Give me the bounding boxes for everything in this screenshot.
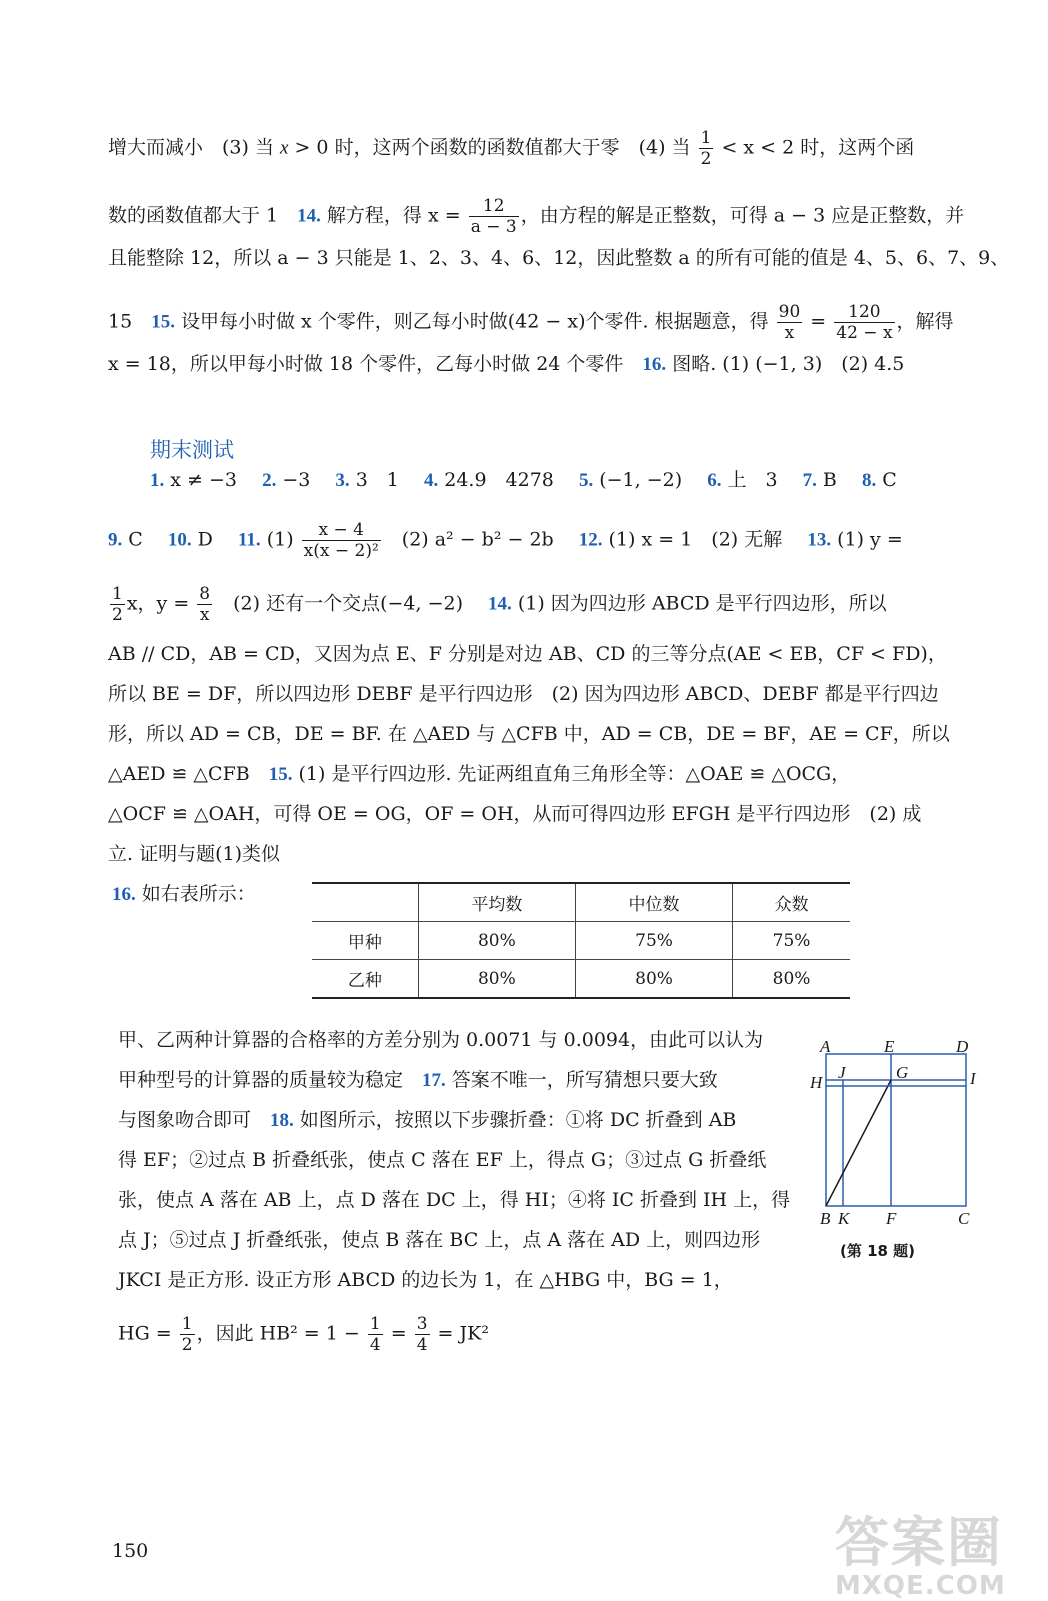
table-cell: 80% [733,960,850,999]
table-header-cell: 中位数 [575,883,732,922]
paragraph-line: 形，所以 AD = CB，DE = BF. 在 △AED 与 △CFB 中，AD = CB，DE = BF，AE = CF，所以 [108,723,950,745]
fraction: $\frac{1}{2}$ [112,584,123,625]
after-table-line: HG = $\frac{1}{2}$ ，因此 HB² = 1 − $\frac{1}{4}$ = $\frac{3}{4}$ = JK² [118,1314,489,1355]
after-table-line: 与图象吻合即可 18. 如图所示，按照以下步骤折叠：①将 DC 折叠到 AB [118,1109,737,1131]
page-number: 150 [112,1540,149,1562]
paragraph-line: 立. 证明与题(1)类似 [108,843,280,865]
label-a: A [820,1038,831,1056]
label-b: B [820,1209,831,1228]
paragraph-line: 所以 BE = DF，所以四边形 DEBF 是平行四边形 (2) 因为四边形 ABCD、DEBF 都是平行四边 [108,683,939,705]
table-row [312,922,850,960]
answers-line-2: 9. C 10. D 11. (1) $\frac{x - 4}{\text{x(x − 2)²}}$ (2) a² − b² − 2b 12. (1) x = 1 (2) 无解 13. (1) y = [108,520,903,561]
label-d: D [956,1038,969,1056]
table-row [312,960,850,999]
fraction: $\frac{1}{2}$ [700,128,712,169]
table-cell: 乙种 [312,960,418,999]
after-table-line: 甲、乙两种计算器的合格率的方差分别为 0.0071 与 0.0094，由此可以认为 [118,1029,764,1051]
watermark-title: 答案圈 [835,1511,1003,1574]
fraction: $\frac{90}{x}$ [778,302,801,343]
table-cell: 80% [575,960,732,999]
table-cell: 75% [733,922,850,960]
paragraph-line: △AED ≌ △CFB 15. (1) 是平行四边形. 先证两组直角三角形全等：△OAE ≌ △OCG， [108,763,851,785]
label-h: H [810,1073,823,1092]
fold-square-diagram [810,1038,990,1268]
table-cell: 甲种 [312,922,418,960]
label-f: F [886,1209,897,1228]
fraction: $\frac{x - 4}{\text{x(x − 2)²}}$ [303,520,379,561]
label-c: C [958,1209,970,1228]
paragraph-line: △OCF ≌ △OAH，可得 OE = OG，OF = OH，从而可得四边形 EFGH 是平行四边形 (2) 成 [108,803,922,825]
after-table-line: 得 EF；②过点 B 折叠纸张，使点 C 落在 EF 上，得点 G；③过点 G 折叠纸 [118,1149,767,1171]
answers-line-3: $\frac{1}{2}$ x，y = $\frac{8}{x}$ (2) 还有一个交点(−4, −2) 14. (1) 因为四边形 ABCD 是平行四边形，所以 [112,584,887,625]
table-cell: 80% [418,960,575,999]
fraction: $\frac{8}{x}$ [199,584,211,625]
watermark-logo [835,1500,1006,1601]
label-k: K [838,1209,850,1228]
label-e: E [884,1038,895,1056]
after-table-line: 张，使点 A 落在 AB 上，点 D 落在 DC 上，得 HI；④将 IC 折叠到 IH 上，得 [118,1189,791,1211]
table-header-cell [312,883,418,922]
fraction: $\frac{1}{2}$ [181,1314,193,1355]
text-line-5: x = 18，所以甲每小时做 18 个零件，乙每小时做 24 个零件 16. 图略. (1) (−1, 3) (2) 4.5 [108,353,905,375]
fraction: $\frac{120}{42 - x}$ [836,302,893,343]
section-title: 期末测试 [150,438,234,462]
after-table-line: 甲种型号的计算器的质量较为稳定 17. 答案不唯一，所写猜想只要大致 [118,1069,718,1091]
text-line-1: 增大而减小 (3) 当 x > 0 时，这两个函数的函数值都大于零 (4) 当 $\frac{1}{2}$ < x < 2 时，这两个函 [108,128,915,169]
fraction: $\frac{12}{a - 3}$ [470,196,517,237]
watermark-url: MXQE.COM [835,1571,1006,1601]
table-header-cell: 平均数 [418,883,575,922]
after-table-line: JKCI 是正方形. 设正方形 ABCD 的边长为 1，在 △HBG 中，BG = 1， [118,1269,733,1291]
answers-line-1: 1. x ≠ −3 2. −3 3. 3 1 4. 24.9 4278 5. (−1, −2) 6. 上 3 7. B 8. C [150,469,897,491]
label-g: G [896,1063,909,1082]
fraction: $\frac{3}{4}$ [416,1314,428,1355]
table-cell: 75% [575,922,732,960]
label-j: J [838,1063,846,1082]
line-bg [826,1080,891,1206]
text-line-3: 且能整除 12，所以 a − 3 只能是 1、2、3、4、6、12，因此整数 a 的所有可能的值是 4、5、6、7、9、 [108,247,1010,269]
table-cell: 80% [418,922,575,960]
figure-caption: (第 18 题) [840,1242,916,1260]
table-header-cell: 众数 [733,883,850,922]
question-16-intro: 16. 如右表所示： [112,883,256,905]
stats-table [312,882,850,999]
label-i: I [970,1069,976,1088]
table-header-row [312,883,850,922]
after-table-line: 点 J；⑤过点 J 折叠纸张，使点 B 落在 BC 上，点 A 落在 AD 上，则四边形 [118,1229,761,1251]
text-line-2: 数的函数值都大于 1 14. 解方程，得 x = $\frac{12}{a - 3}$ ，由方程的解是正整数，可得 a − 3 应是正整数，并 [108,196,965,237]
paragraph-line: AB // CD，AB = CD，又因为点 E、F 分别是对边 AB、CD 的三等分点(AE < EB，CF < FD)， [108,643,947,665]
fraction: $\frac{1}{4}$ [369,1314,381,1355]
text-line-4: 15 15. 设甲每小时做 x 个零件，则乙每小时做(42 − x)个零件. 根据题意，得 $\frac{90}{x}$ = $\frac{120}{42 - x}$ ，解得 [108,302,954,343]
